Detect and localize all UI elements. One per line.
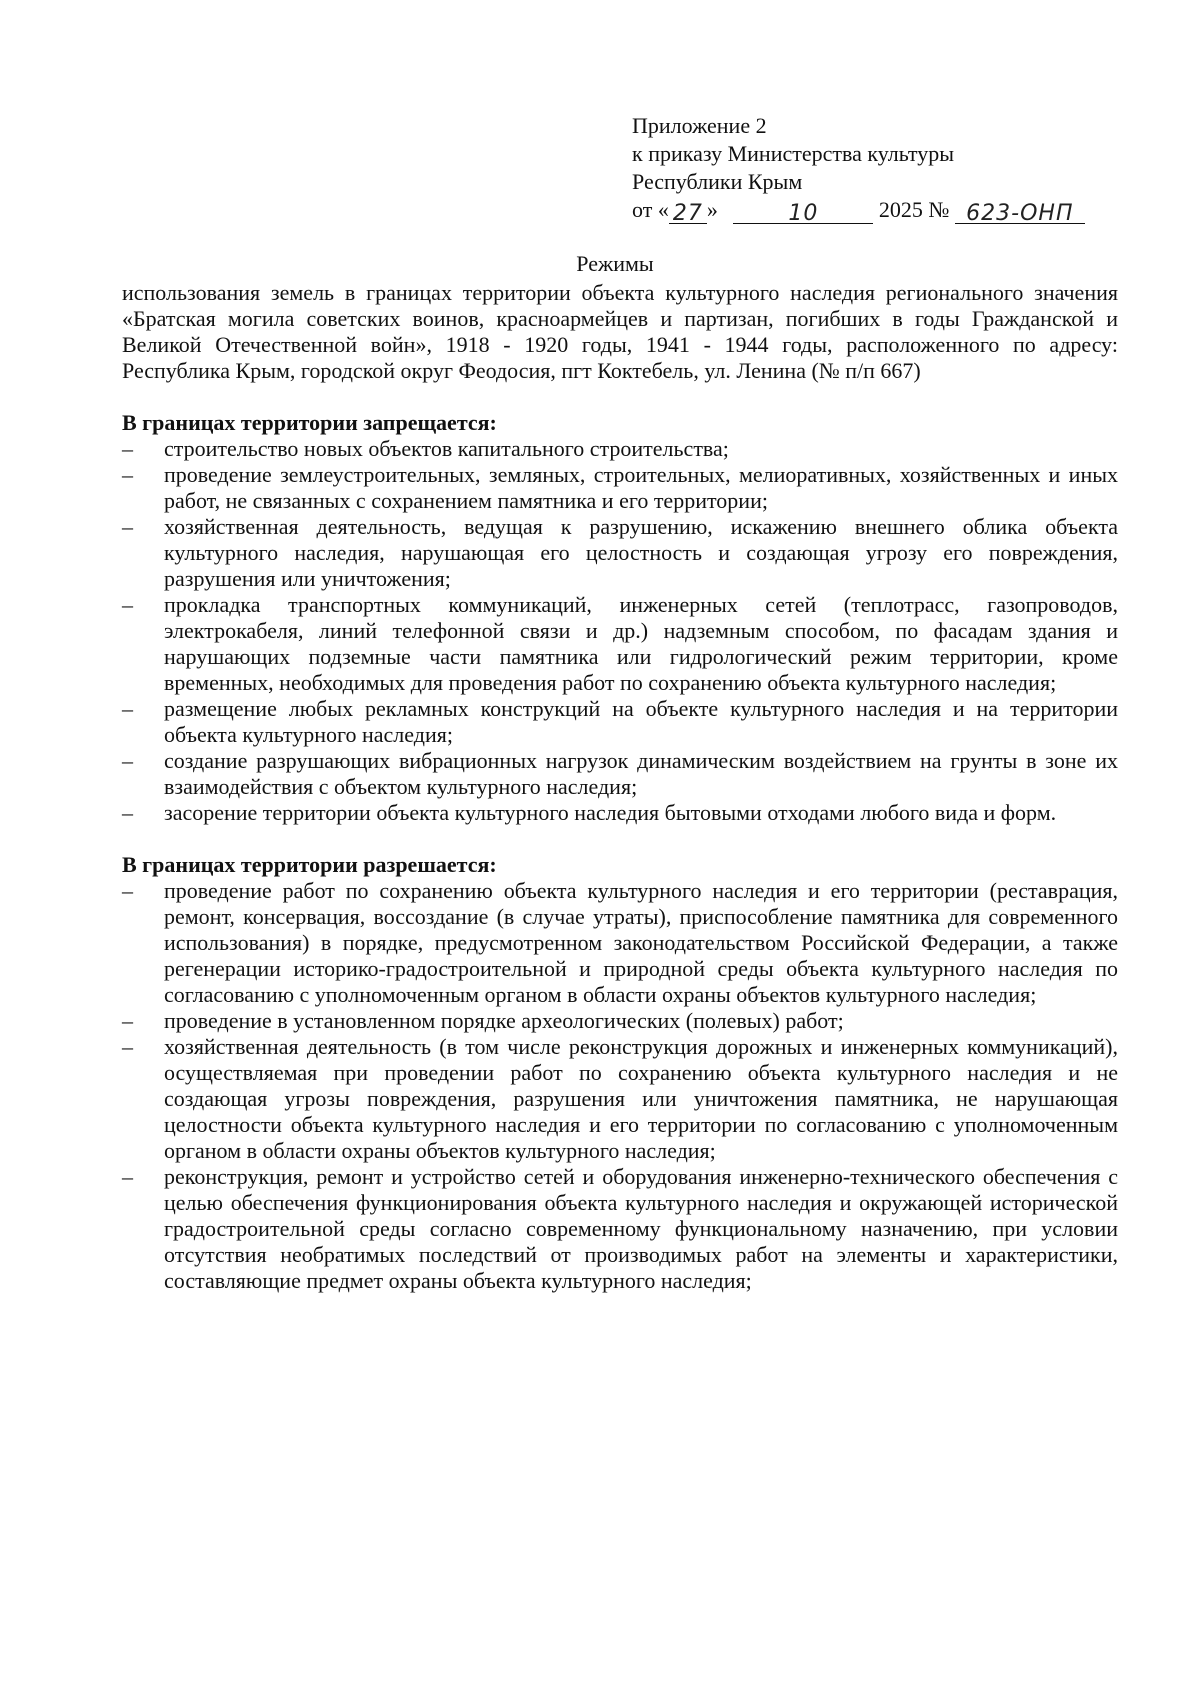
- list-item-text: проведение землеустроительных, земляных, строительных, мелиоративных, хозяйственных и иных работ, не связанных с сохранением памятника и его территории;: [164, 462, 1118, 513]
- date-prefix: от «: [632, 197, 669, 222]
- list-item: [122, 1164, 1118, 1294]
- prohibited-list: [122, 436, 1118, 826]
- list-item: [122, 800, 1118, 826]
- list-item-text: засорение территории объекта культурного наследия бытовыми отходами любого вида и форм.: [164, 800, 1057, 825]
- ministry-region: Республики Крым: [632, 169, 803, 194]
- list-item: [122, 878, 1118, 1008]
- document-subtitle: использования земель в границах территории объекта культурного наследия регионального значения «Братская могила советских воинов, красноармейцев и партизан, погибших в годы Гражданской и Великой Отечественной войн», 1918 - 1920 годы, 1941 - 1944 годы, расположенного по адресу: Республика Крым, городской округ Феодосия, пгт Коктебель, ул. Ленина (№ п/п 667): [122, 280, 1118, 383]
- list-item-text: прокладка транспортных коммуникаций, инженерных сетей (теплотрасс, газопроводов, электрокабеля, линий телефонной связи и др.) надземным способом, по фасадам здания и нарушающих подземные части памятника или гидрологический режим территории, кроме временных, необходимых для проведения работ по сохранению объекта культурного наследия;: [164, 592, 1118, 695]
- list-item: [122, 1034, 1118, 1164]
- day-field: [669, 199, 707, 224]
- list-item: [122, 436, 1118, 462]
- dash-bullet: –: [122, 696, 133, 721]
- prohibited-heading: В границах территории запрещается:: [122, 410, 497, 435]
- document-body: [122, 280, 1118, 1294]
- list-item-text: проведение в установленном порядке археологических (полевых) работ;: [164, 1008, 844, 1033]
- year-label: 2025 №: [878, 197, 950, 222]
- dash-bullet: –: [122, 1164, 133, 1189]
- dash-bullet: –: [122, 1008, 133, 1033]
- dash-bullet: –: [122, 436, 133, 461]
- list-item: [122, 514, 1118, 592]
- dash-bullet: –: [122, 878, 133, 903]
- annex-label: Приложение 2: [632, 113, 767, 138]
- dash-bullet: –: [122, 1034, 133, 1059]
- list-item: [122, 1008, 1118, 1034]
- allowed-heading: В границах территории разрешается:: [122, 852, 497, 877]
- dash-bullet: –: [122, 462, 133, 487]
- dash-bullet: –: [122, 592, 133, 617]
- date-close: »: [706, 197, 718, 222]
- allowed-list: [122, 878, 1118, 1294]
- list-item: [122, 592, 1118, 696]
- list-item: [122, 696, 1118, 748]
- list-item-text: реконструкция, ремонт и устройство сетей и оборудования инженерно-технического обеспечения с целью обеспечения функционирования объекта культурного наследия и окружающей исторической градостроительной среды согласно современному функциональному назначению, при условии отсутствия необратимых последствий от производимых работ на элементы и характеристики, составляющие предмет охраны объекта культурного наследия;: [164, 1164, 1118, 1293]
- document-title: Режимы: [576, 251, 654, 276]
- order-date-line: [632, 196, 1092, 224]
- list-item-text: создание разрушающих вибрационных нагрузок динамическим воздействием на грунты в зоне их взаимодействия с объектом культурного наследия;: [164, 748, 1118, 799]
- list-item: [122, 748, 1118, 800]
- list-item-text: хозяйственная деятельность (в том числе реконструкция дорожных и инженерных коммуникаций), осуществляемая при проведении работ по сохранению объекта культурного наследия и не создающая угрозы повреждения, разрушения или уничтожения памятника, не нарушающая целостности объекта культурного наследия и его территории по согласованию с уполномоченным органом в области охраны объектов культурного наследия;: [164, 1034, 1118, 1163]
- order-reference: к приказу Министерства культуры: [632, 141, 955, 166]
- list-item: [122, 462, 1118, 514]
- dash-bullet: –: [122, 748, 133, 773]
- handwritten-month: 10: [788, 201, 819, 226]
- handwritten-order-number: 623-ОНП: [966, 201, 1074, 226]
- dash-bullet: –: [122, 514, 133, 539]
- order-number-field: [955, 199, 1085, 224]
- list-item-text: проведение работ по сохранению объекта культурного наследия и его территории (реставрация, ремонт, консервация, воссоздание (в случае утраты), приспособление памятника для современного использования) в порядке, предусмотренном законодательством Российской Федерации, а также регенерации историко-градостроительной и природной среды объекта культурного наследия по согласованию с уполномоченным органом в области охраны объектов культурного наследия;: [164, 878, 1118, 1007]
- list-item-text: строительство новых объектов капитального строительства;: [164, 436, 729, 461]
- annex-header: [632, 112, 1092, 224]
- handwritten-day: 27: [672, 201, 703, 226]
- list-item-text: хозяйственная деятельность, ведущая к разрушению, искажению внешнего облика объекта культурного наследия, нарушающая его целостность и создающая угрозу его повреждения, разрушения или уничтожения;: [164, 514, 1118, 591]
- list-item-text: размещение любых рекламных конструкций на объекте культурного наследия и на территории объекта культурного наследия;: [164, 696, 1118, 747]
- dash-bullet: –: [122, 800, 133, 825]
- month-field: [733, 199, 873, 224]
